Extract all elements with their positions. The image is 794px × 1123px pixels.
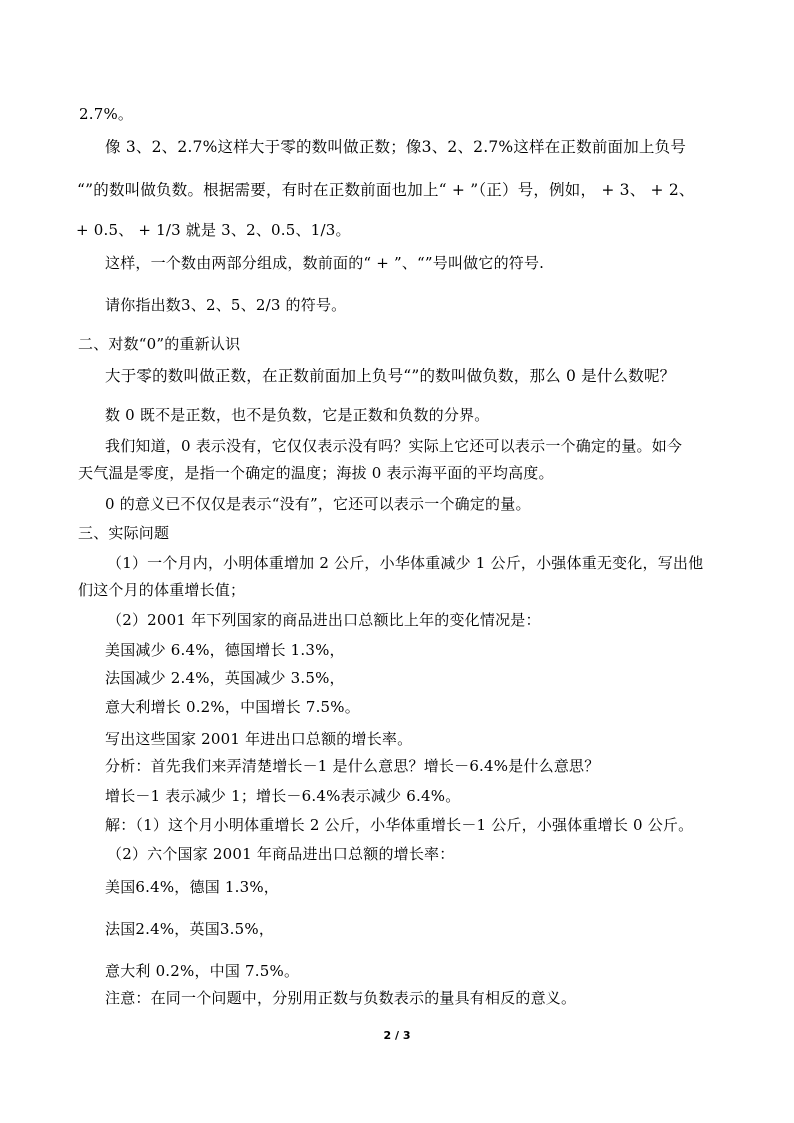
- text-line: 我们知道，0 表示没有，它仅仅表示没有吗？实际上它还可以表示一个确定的量。如今: [105, 437, 683, 455]
- text-line: “”的数叫做负数。根据需要，有时在正数前面也加上“ + ”（正）号，例如， + 3、 + 2、: [77, 181, 695, 199]
- text-line: 分析：首先我们来弄清楚增长－1 是什么意思？增长－6.4%是什么意思？: [105, 757, 600, 775]
- text-line: 数 0 既不是正数，也不是负数，它是正数和负数的分界。: [105, 406, 490, 424]
- text-line: 意大利 0.2%，中国 7.5%。: [105, 962, 300, 980]
- text-line: 请你指出数3、2、5、2/3 的符号。: [105, 296, 347, 314]
- text-line: 法国减少 2.4%，英国减少 3.5%，: [105, 669, 345, 687]
- text-line: （2）六个国家 2001 年商品进出口总额的增长率：: [107, 845, 455, 863]
- section-heading: 三、实际问题: [78, 524, 170, 542]
- text-line: 天气温是零度，是指一个确定的温度；海拔 0 表示海平面的平均高度。: [78, 464, 554, 482]
- text-line: 法国2.4%，英国3.5%，: [105, 920, 275, 938]
- text-line: 解：（1）这个月小明体重增长 2 公斤，小华体重增长－1 公斤，小强体重增长 0 公斤。: [105, 816, 694, 834]
- text-line: 意大利增长 0.2%，中国增长 7.5%。: [105, 698, 360, 716]
- text-line: 们这个月的体重增长值；: [78, 581, 246, 599]
- text-line: 0 的意义已不仅仅是表示“没有”，它还可以表示一个确定的量。: [105, 495, 531, 513]
- text-line: 2.7%。: [79, 105, 134, 123]
- text-line: 美国减少 6.4%，德国增长 1.3%，: [105, 641, 345, 659]
- text-line: （2）2001 年下列国家的商品进出口总额比上年的变化情况是：: [107, 611, 541, 629]
- text-line: 美国6.4%，德国 1.3%，: [105, 878, 279, 896]
- section-heading: 二、对数“0”的重新认识: [78, 335, 241, 353]
- text-line: 像 3、2、2.7%这样大于零的数叫做正数；像3、2、2.7%这样在正数前面加上负号: [105, 138, 687, 156]
- text-line: 这样，一个数由两部分组成，数前面的“ + ”、“”号叫做它的符号.: [105, 254, 545, 272]
- text-line: 大于零的数叫做正数，在正数前面加上负号“”的数叫做负数，那么 0 是什么数呢？: [105, 367, 676, 385]
- page-number: 2 / 3: [383, 1029, 411, 1042]
- text-line: （1）一个月内，小明体重增加 2 公斤，小华体重减少 1 公斤，小强体重无变化，写出他: [107, 554, 704, 572]
- text-line: + 0.5、 + 1/3 就是 3、2、0.5、1/3。: [76, 221, 351, 239]
- text-line: 增长－1 表示减少 1；增长－6.4%表示减少 6.4%。: [105, 787, 461, 805]
- text-line: 写出这些国家 2001 年进出口总额的增长率。: [105, 730, 413, 748]
- text-line: 注意：在同一个问题中，分别用正数与负数表示的量具有相反的意义。: [105, 989, 577, 1007]
